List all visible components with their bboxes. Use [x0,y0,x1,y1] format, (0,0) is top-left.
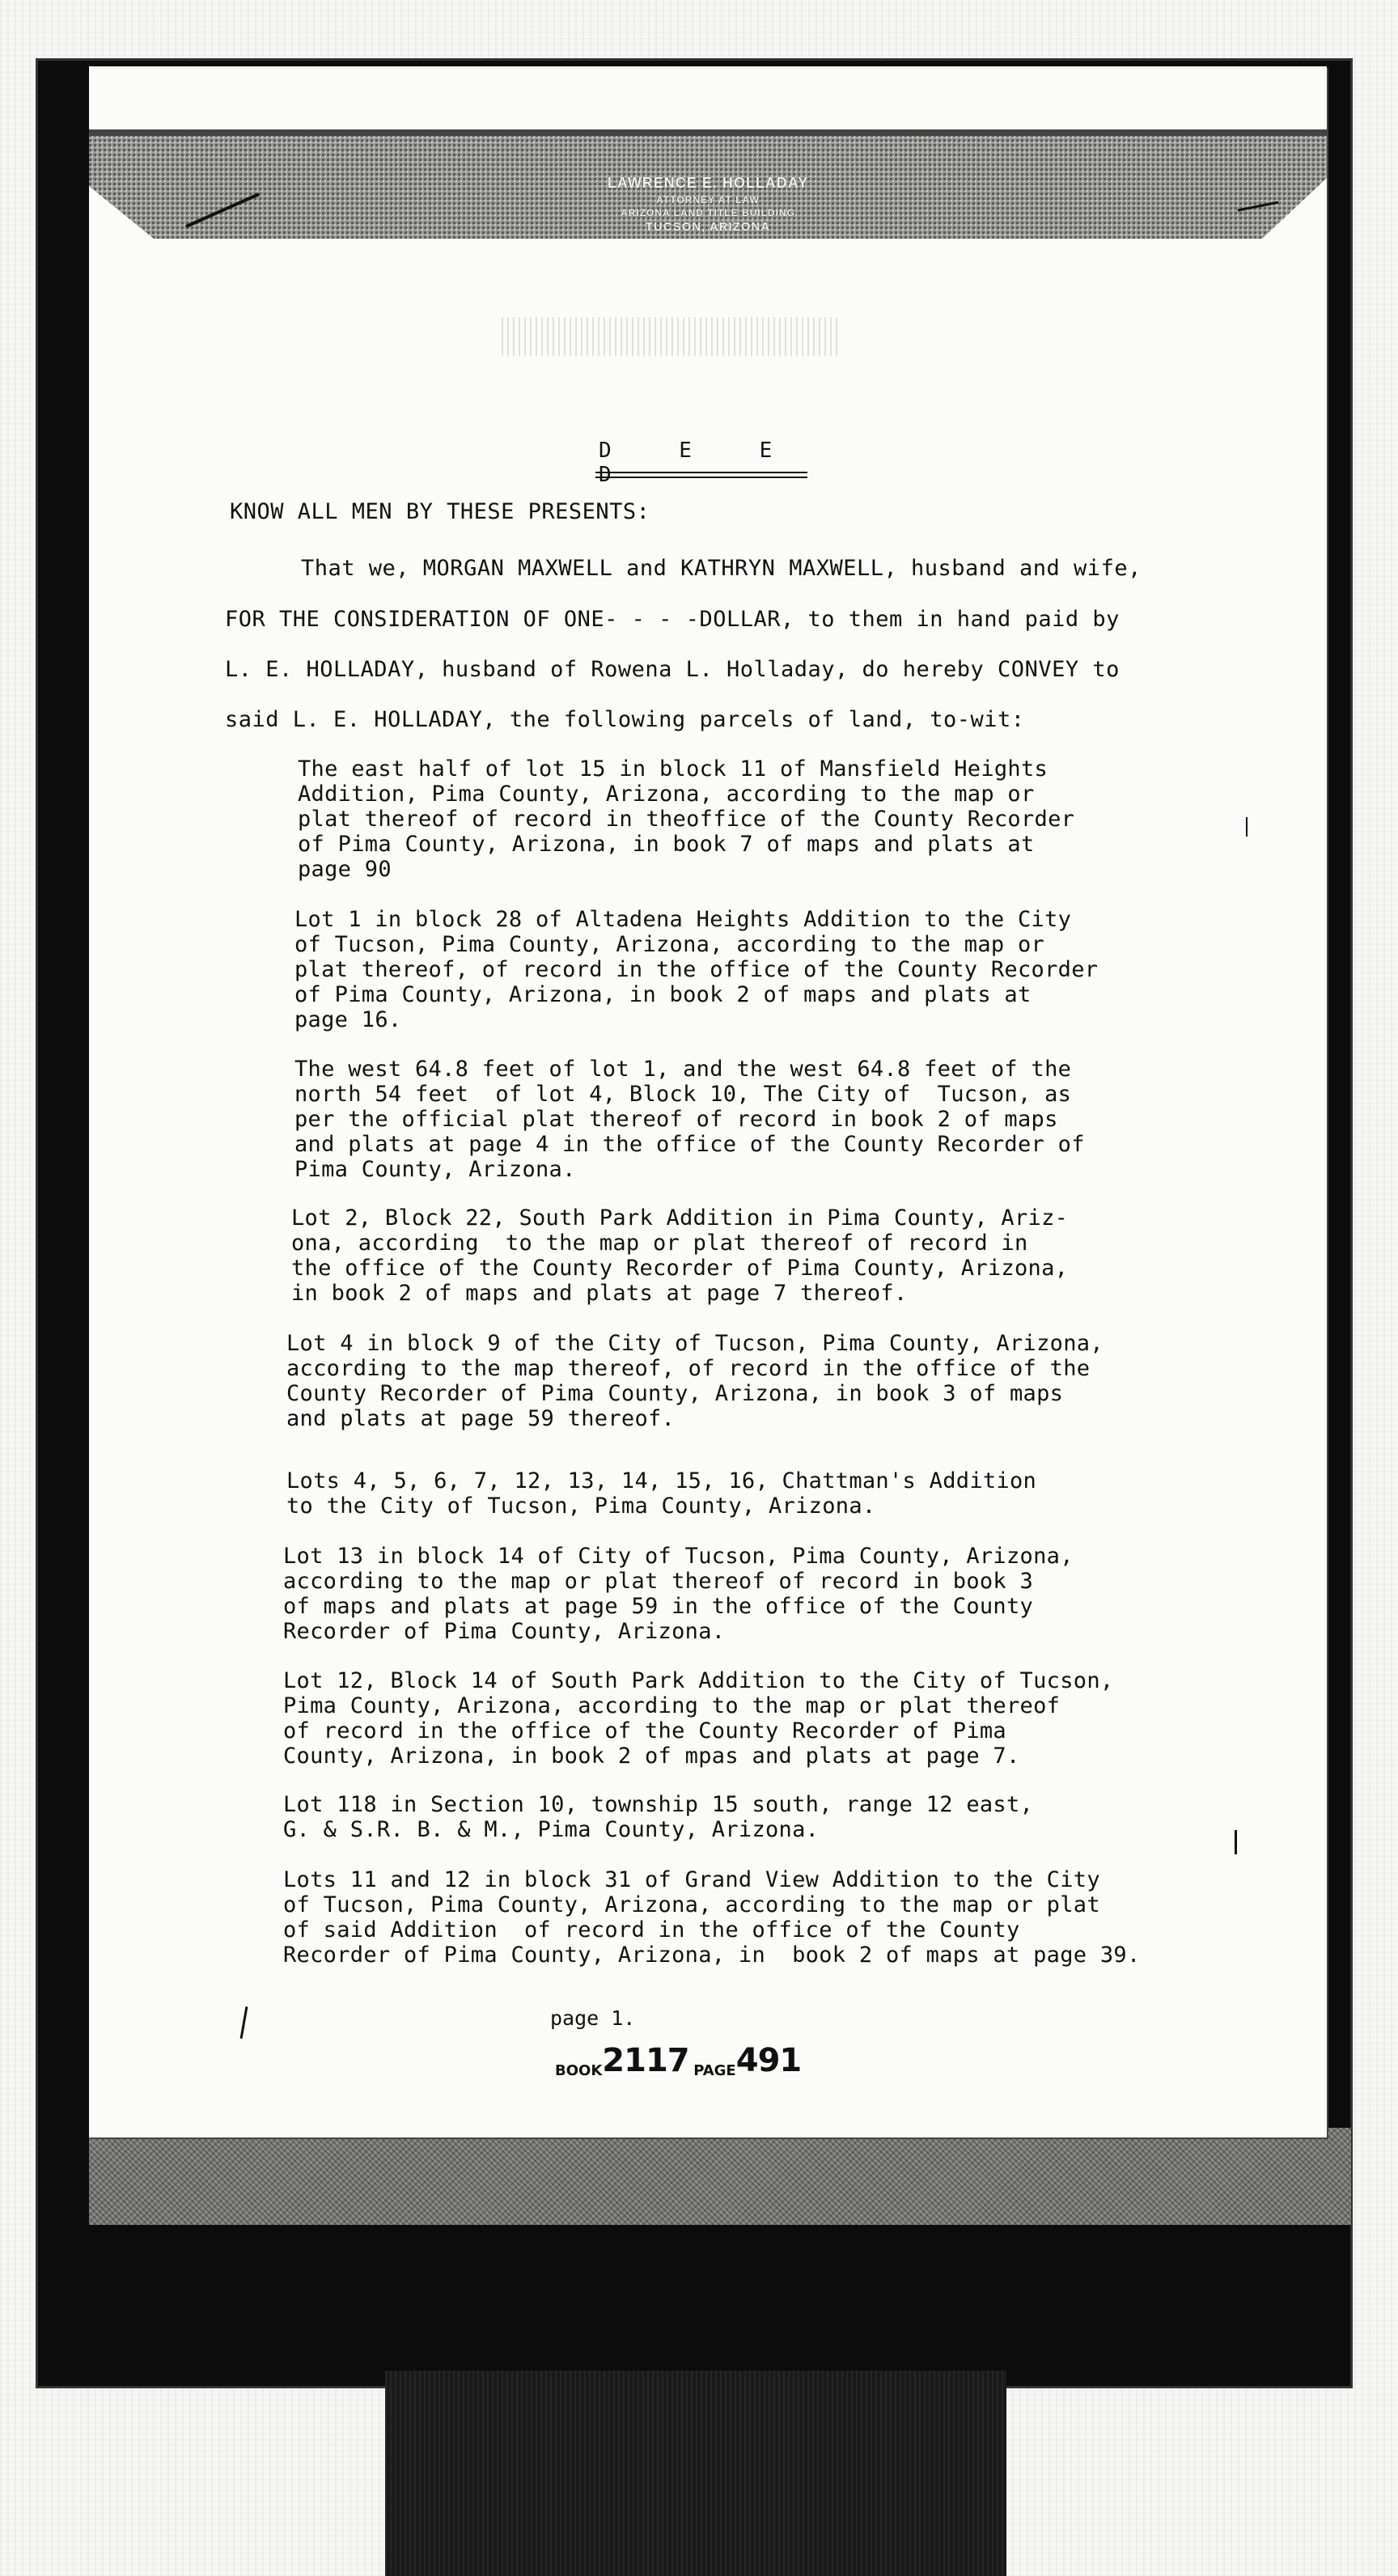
attorney-name: LAWRENCE E. HOLLADAY [607,175,809,191]
scan-noise-band [89,2128,1351,2225]
attorney-title: ATTORNEY AT LAW [656,194,760,205]
attorney-building: ARIZONA LAND TITLE BUILDING [621,207,795,218]
parcel-description: Lot 1 in block 28 of Altadena Heights Addition to the City of Tucson, Pima County, Arizona, according to the map or plat thereof, of record in the office of the County Recorder of Pima County, Arizona, in book 2 of maps and plats at page 16. [294,907,1099,1032]
body-line: That we, MORGAN MAXWELL and KATHRYN MAXWELL, husband and wife, [301,556,1142,581]
letterhead [89,129,1327,283]
parcel-description: Lot 118 in Section 10, township 15 south, range 12 east, G. & S.R. B. & M., Pima County, Arizona. [283,1792,1034,1842]
recording-stamp [555,2042,801,2082]
letterhead-banner [89,129,1327,283]
pen-mark [1235,1830,1237,1854]
parcel-description: Lots 4, 5, 6, 7, 12, 13, 14, 15, 16, Chattman's Addition to the City of Tucson, Pima County, Arizona. [286,1468,1037,1519]
scan-bottom-shadow [385,2371,1006,2576]
recorded-page-number: 491 [735,2042,802,2079]
parcel-description: The east half of lot 15 in block 11 of Mansfield Heights Addition, Pima County, Arizona, according to the map or plat thereof of record in theoffice of the County Recorder of Pima County, Arizona, in book 7 of maps and plats at page 90 [298,756,1075,882]
page-prefix: PAGE [693,2062,736,2079]
parcel-description: Lot 2, Block 22, South Park Addition in Pima County, Ariz- ona, according to the map or plat thereof of record in the office of the County Recorder of Pima County, Arizona, in book 2 of maps and plats at page 7 thereof. [291,1205,1069,1306]
page-number: page 1. [550,2006,636,2030]
intro-line: KNOW ALL MEN BY THESE PRESENTS: [230,499,650,524]
parcel-description: The west 64.8 feet of lot 1, and the west 64.8 feet of the north 54 feet of lot 4, Block 10, The City of Tucson, as per the official plat thereof of record in book 2 of maps and plats at page 4 in the office of the County Recorder of Pima County, Arizona. [294,1057,1085,1182]
body-line: FOR THE CONSIDERATION OF ONE- - - -DOLLAR, to them in hand paid by [225,607,1120,632]
body-line: L. E. HOLLADAY, husband of Rowena L. Holladay, do hereby CONVEY to [225,657,1120,682]
body-line: said L. E. HOLLADAY, the following parcels of land, to-wit: [225,707,1025,732]
pen-mark [1246,817,1248,837]
book-label: BOOK [555,2062,603,2079]
title-underline [595,472,807,478]
parcel-description: Lot 4 in block 9 of the City of Tucson, Pima County, Arizona, according to the map thereof, of record in the office of the County Recorder of Pima County, Arizona, in book 3 of maps and plats at page 59 thereof. [286,1331,1104,1431]
document-title: D E E D [599,439,800,487]
parcel-description: Lot 13 in block 14 of City of Tucson, Pima County, Arizona, according to the map or plat thereof of record in book 3 of maps and plats at page 59 in the office of the County Recorder of Pima County, Arizona. [283,1544,1074,1644]
parcel-description: Lots 11 and 12 in block 31 of Grand View Addition to the City of Tucson, Pima County, Arizona, according to the map or plat of said Addition of record in the office of the County Recorder of Pima County, Arizona, in book 2 of maps at page 39. [283,1867,1141,1968]
parcel-description: Lot 12, Block 14 of South Park Addition to the City of Tucson, Pima County, Arizona, according to the map or plat thereof of record in the office of the County Recorder of Pima County, Arizona, in book 2 of mpas and plats at page 7. [283,1668,1114,1769]
book-number: 2117 [602,2042,689,2079]
attorney-city: TUCSON, ARIZONA [645,220,771,234]
faded-stamp [502,317,841,356]
